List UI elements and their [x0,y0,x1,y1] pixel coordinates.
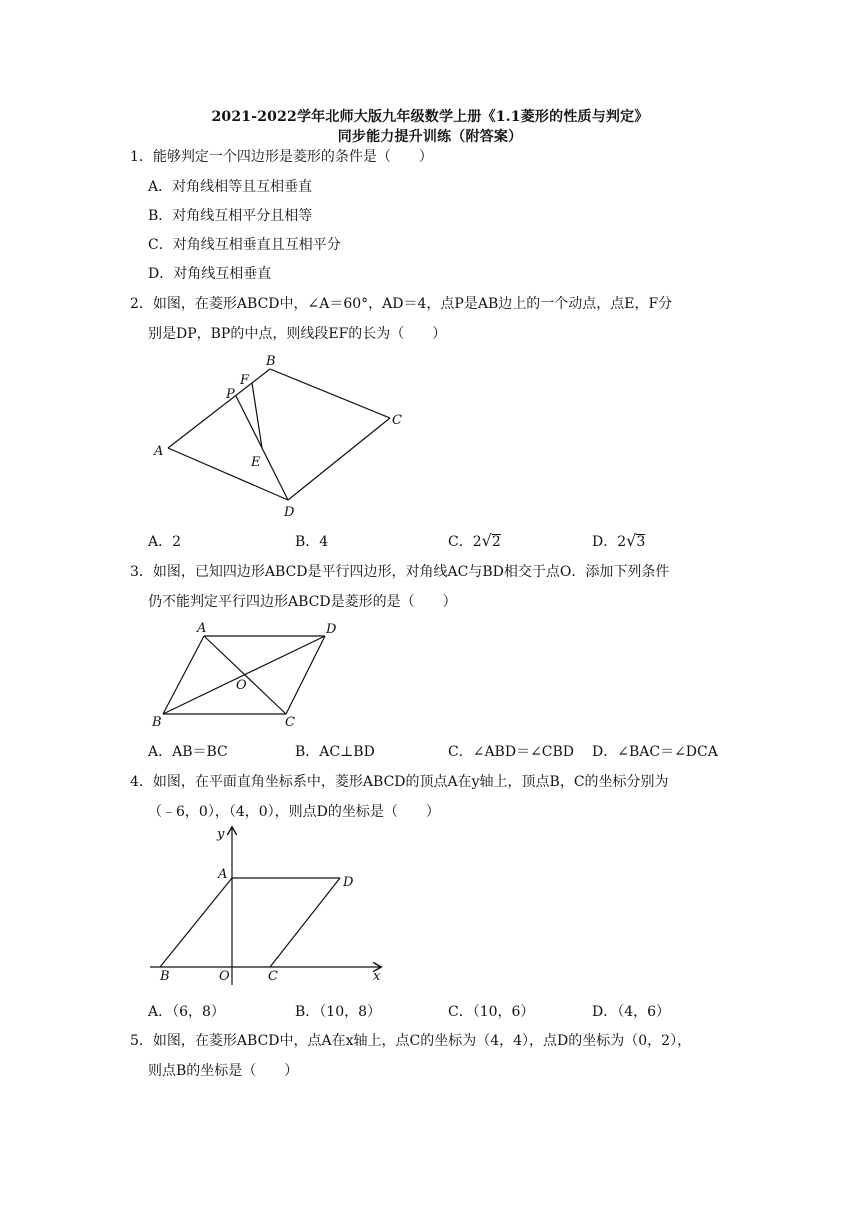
label-d: D [343,875,354,890]
segment-da [168,448,288,500]
question-4 [130,771,669,791]
label-a: A [218,867,228,882]
label-p: P [226,387,235,402]
label-d: D [326,622,337,637]
question-4-option-d: D．（4，6） [592,1004,671,1020]
question-1-option-a: A．对角线相等且互相垂直 [148,179,313,195]
question-1-option-b: B．对角线互相平分且相等 [148,208,313,224]
question-4-option-c: C．（10，6） [448,1004,535,1020]
label-b: B [152,715,162,730]
label-b: B [160,969,170,984]
question-2-figure-rhombus [150,350,420,525]
question-4-text-line-2: （﹣6，0），（4，0），则点D的坐标是（ ） [148,804,440,820]
segment-bc [270,369,390,418]
question-3-figure-parallelogram [145,615,345,735]
question-4-text-line-1: 如图，在平面直角坐标系中，菱形ABCD的顶点A在y轴上，顶点B，C的坐标分别为 [152,774,669,790]
question-3-option-d: D．∠BAC＝∠DCA [592,744,718,760]
question-2-text-line-1: 如图，在菱形ABCD中，∠A＝60°，AD＝4，点P是AB边上的一个动点，点E，F分 [152,296,673,312]
question-2-option-b: B．4 [295,534,329,550]
document-title-line-1: 2021-2022学年北师大版九年级数学上册《1.1菱形的性质与判定》 [211,109,649,125]
segment-dc [270,878,340,967]
question-3-option-c: C．∠ABD＝∠CBD [448,744,575,760]
question-3-text-line-2: 仍不能判定平行四边形ABCD是菱形的是（ ） [148,594,457,610]
segment-ba [163,636,204,714]
diagonal-bd [163,636,325,714]
question-5-text-line-2: 则点B的坐标是（ ） [148,1063,299,1079]
question-3-option-b: B．AC⊥BD [295,744,375,760]
question-4-figure-coordinate-rhombus [145,822,395,987]
segment-ab [168,369,270,448]
question-5 [130,1030,691,1050]
label-e: E [251,455,261,470]
label-c: C [392,413,402,428]
label-c: C [268,969,278,984]
label-x: x [373,969,381,984]
question-2-text-line-2: 别是DP，BP的中点，则线段EF的长为（ ） [148,326,447,342]
question-2-number: 2． [130,296,153,312]
document-title-line-2: 同步能力提升训练（附答案） [337,129,523,145]
label-o: O [219,969,230,984]
question-4-option-b: B．（10，8） [295,1004,382,1020]
question-3 [130,561,669,581]
question-1-option-c: C．对角线互相垂直且互相平分 [148,237,341,253]
label-a: A [197,621,207,636]
question-3-text-line-1: 如图，已知四边形ABCD是平行四边形，对角线AC与BD相交于点O．添加下列条件 [152,564,670,580]
segment-dc [286,636,325,714]
label-c: C [285,715,295,730]
segment-ba [160,878,232,967]
question-1 [130,146,433,166]
segment-cd [288,418,390,500]
question-2-option-c: C．2√ 2 [448,531,501,550]
question-5-text-line-1: 如图，在菱形ABCD中，点A在x轴上，点C的坐标为（4，4），点D的坐标为（0，2）， [152,1033,692,1049]
question-1-text: 能够判定一个四边形是菱形的条件是（ ） [152,149,433,165]
question-1-number: 1． [130,149,153,165]
label-f: F [240,373,250,388]
question-2-option-a: A．2 [148,534,182,550]
label-y: y [217,827,225,842]
question-5-number: 5． [130,1033,153,1049]
label-o: O [236,678,247,693]
question-4-number: 4． [130,774,153,790]
question-4-option-a: A．（6，8） [148,1004,225,1020]
question-2 [130,293,672,313]
question-3-option-a: A．AB＝BC [148,744,228,760]
label-b: B [266,354,276,369]
question-3-number: 3． [130,564,153,580]
label-a: A [154,444,164,459]
question-1-option-d: D．对角线互相垂直 [148,266,272,282]
question-2-option-d: D．2√ 3 [592,531,646,550]
label-d: D [284,505,295,520]
